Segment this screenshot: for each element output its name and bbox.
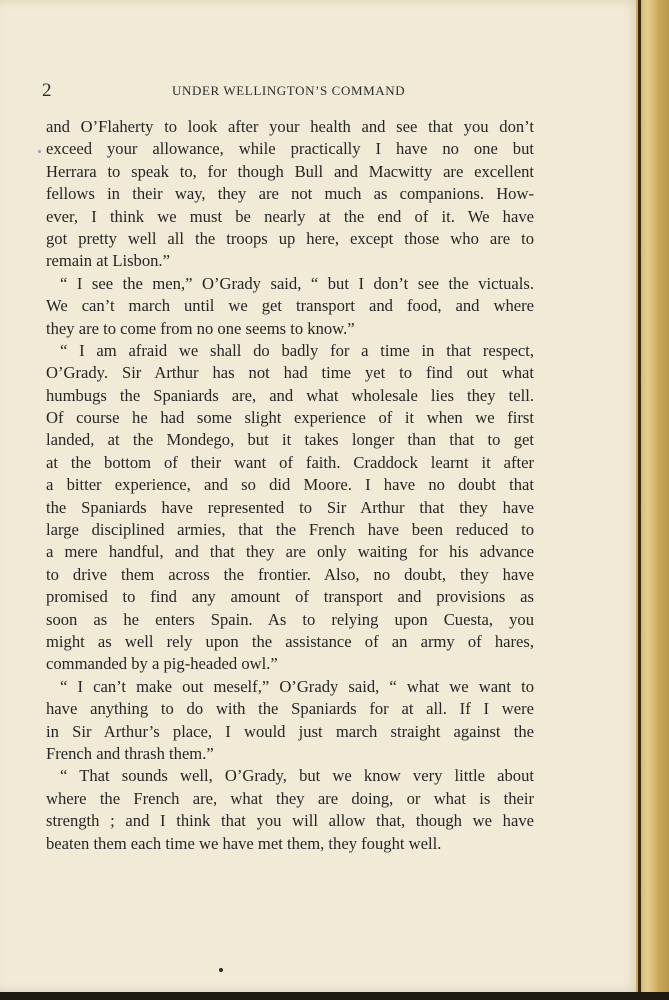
text-line: strength ; and I think that you will allow that, though we have (46, 811, 534, 831)
text-line: to drive them across the frontier. Also, no doubt, they have (46, 564, 534, 584)
text-line: where the French are, what they are doing, or what is their (46, 788, 534, 808)
text-line: large disciplined armies, that the French have been reduced to (46, 520, 534, 540)
text-line: Herrara to speak to, for though Bull and Macwitty are excellent (46, 161, 534, 181)
scan-bottom-border (0, 992, 669, 1000)
text-line: soon as he enters Spain. As to relying upon Cuesta, you (46, 609, 534, 629)
text-line: in Sir Arthur’s place, I would just march straight against the (46, 721, 534, 741)
text-line: promised to find any amount of transport and provisions as (46, 587, 534, 607)
text-line: humbugs the Spaniards are, and what wholesale lies they tell. (46, 385, 534, 405)
text-line: Of course he had some slight experience of it when we first (46, 408, 534, 428)
text-line: at the bottom of their want of faith. Craddock learnt it after (46, 452, 534, 472)
text-line: a bitter experience, and so did Moore. I have no doubt that (46, 475, 534, 495)
footer-dot (219, 968, 223, 972)
text-line: have anything to do with the Spaniards for at all. If I were (46, 699, 534, 719)
text-line: fellows in their way, they are not much as companions. How- (46, 184, 534, 204)
text-line: they are to come from no one seems to know.” (46, 318, 355, 338)
text-line: got pretty well all the troops up here, except those who are to (46, 228, 534, 248)
text-line: remain at Lisbon.” (46, 251, 170, 271)
text-line: landed, at the Mondego, but it takes longer than that to get (46, 430, 534, 450)
binding-line (638, 0, 641, 1000)
text-line: a mere handful, and that they are only waiting for his advance (46, 542, 534, 562)
text-line: the Spaniards have represented to Sir Arthur that they have (46, 497, 534, 517)
text-line: ever, I think we must be nearly at the end of it. We have (46, 206, 534, 226)
text-line: beaten them each time we have met them, they fought well. (46, 833, 442, 853)
text-line: and O’Flaherty to look after your health and see that you don’t (46, 117, 534, 136)
margin-speck (38, 150, 41, 153)
text-line: We can’t march until we get transport and food, and where (46, 296, 534, 316)
text-line: exceed your allowance, while practically I have no one but (46, 139, 534, 159)
page-number: 2 (42, 80, 52, 101)
text-line: “ I am afraid we shall do badly for a time in that respect, (60, 340, 534, 360)
text-line: “ That sounds well, O’Grady, but we know very little about (60, 766, 534, 786)
page-header (42, 80, 602, 102)
text-line: O’Grady. Sir Arthur has not had time yet to find out what (46, 363, 534, 383)
text-line: “ I see the men,” O’Grady said, “ but I don’t see the victuals. (60, 273, 534, 293)
text-line: French and thrash them.” (46, 743, 214, 763)
text-line: “ I can’t make out meself,” O’Grady said, “ what we want to (60, 676, 534, 696)
text-line: might as well rely upon the assistance of an army of hares, (46, 631, 534, 651)
text-line: commanded by a pig-headed owl.” (46, 654, 278, 674)
running-head: UNDER WELLINGTON’S COMMAND (172, 83, 406, 98)
body-text (46, 116, 534, 855)
